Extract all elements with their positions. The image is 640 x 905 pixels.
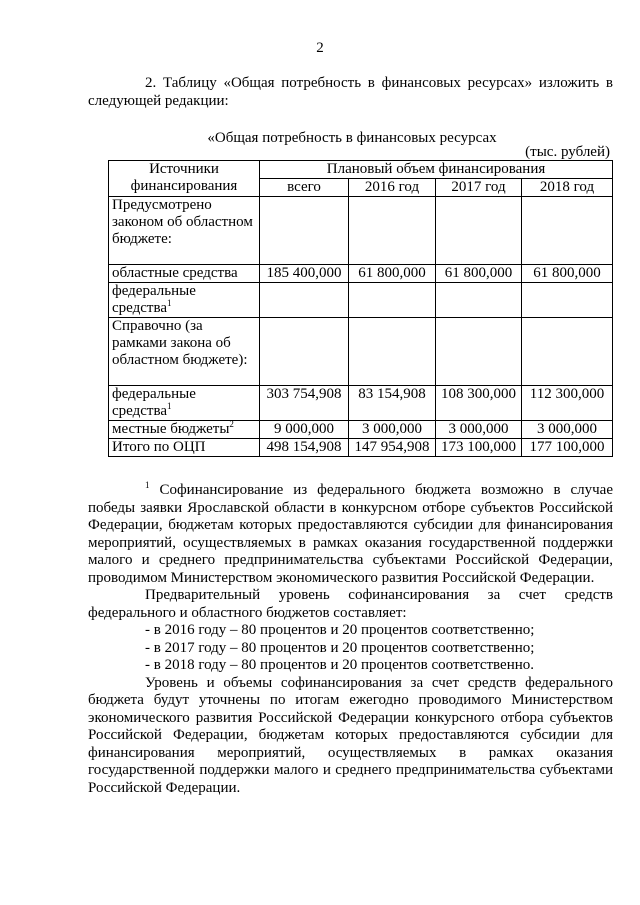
footnote-mark: 1 (145, 480, 150, 490)
value-cell (260, 197, 349, 265)
value-cell: 61 800,000 (436, 265, 522, 283)
value-cell (522, 318, 613, 386)
table-row (109, 386, 613, 421)
intro-paragraph: 2. Таблицу «Общая потребность в финансовых ресурсах» изложить в следующей редакции: (88, 75, 613, 109)
value-cell: 177 100,000 (522, 439, 613, 457)
col-2016: 2016 год (349, 179, 436, 197)
value-cell: 185 400,000 (260, 265, 349, 283)
value-cell (349, 197, 436, 265)
footnote-ref: 1 (167, 298, 172, 308)
level-2018: - в 2018 году – 80 процентов и 20 процентов соответственно. (145, 657, 535, 673)
col-total: всего (260, 179, 349, 197)
level-2016: - в 2016 году – 80 процентов и 20 процентов соответственно; (145, 622, 535, 638)
row-label: Итого по ОЦП (109, 439, 260, 457)
footnote-1-text: Софинансирование из федерального бюджета возможно в случае победы заявки Ярославской области в конкурсном отборе субъектов Российской Федерации, бюджетам которых предоставляются субсидии для финансирования мероприятий, осуществляемых в рамках оказания государственной поддержки малого и среднего предпринимательства субъектами Российской Федерации, проводимом Министерством экономического развития Российской Федерации. (88, 482, 613, 586)
footnote-1 (88, 482, 613, 587)
value-cell (522, 197, 613, 265)
value-cell: 83 154,908 (349, 386, 436, 421)
value-cell: 498 154,908 (260, 439, 349, 457)
financing-table (108, 160, 613, 457)
value-cell (436, 318, 522, 386)
final-paragraph: Уровень и объемы софинансирования за счет средств федерального бюджета будут уточнены по итогам ежегодно проводимого Министерством экономического развития Российской Федерации конкурсного отбора субъектов Российской Федерации, бюджетам которых предоставляются субсидии для финансирования мероприятий, осуществляемых в рамках оказания государственной поддержки малого и среднего предпринимательства субъектами Российской Федерации. (88, 674, 613, 796)
col-2018: 2018 год (522, 179, 613, 197)
value-cell (436, 197, 522, 265)
value-cell: 147 954,908 (349, 439, 436, 457)
prelim-paragraph: Предварительный уровень софинансирования за счет средств федерального и областного бюджетов составляет: (88, 587, 613, 621)
value-cell: 112 300,000 (522, 386, 613, 421)
value-cell (260, 283, 349, 318)
table-row (109, 265, 613, 283)
footnote-ref: 1 (167, 401, 172, 411)
footnotes (88, 482, 613, 797)
table-row (109, 318, 613, 386)
table-title: «Общая потребность в финансовых ресурсах (207, 130, 497, 146)
footnote-ref: 2 (229, 419, 234, 429)
row-label: Справочно (за рамками закона об областном бюджете): (109, 318, 260, 386)
header-plan: Плановый объем финансирования (260, 161, 613, 179)
value-cell: 3 000,000 (349, 421, 436, 439)
value-cell (436, 283, 522, 318)
value-cell: 9 000,000 (260, 421, 349, 439)
row-label: федеральные средства$^1$ (109, 386, 260, 421)
table-row (109, 439, 613, 457)
table-row (109, 197, 613, 265)
value-cell: 61 800,000 (522, 265, 613, 283)
row-label: федеральные средства$^1$ (109, 283, 260, 318)
value-cell: 3 000,000 (522, 421, 613, 439)
page-number: 2 (316, 40, 324, 56)
value-cell: 108 300,000 (436, 386, 522, 421)
row-label: Предусмотрено законом об областном бюджете: (109, 197, 260, 265)
value-cell (349, 318, 436, 386)
table-row (109, 283, 613, 318)
value-cell: 173 100,000 (436, 439, 522, 457)
value-cell: 303 754,908 (260, 386, 349, 421)
value-cell: 61 800,000 (349, 265, 436, 283)
row-label: местные бюджеты$^2$ (109, 421, 260, 439)
value-cell (522, 283, 613, 318)
table-row (109, 421, 613, 439)
header-source: Источники финансирования (109, 161, 260, 197)
level-2017: - в 2017 году – 80 процентов и 20 процентов соответственно; (145, 639, 535, 656)
value-cell (349, 283, 436, 318)
value-cell: 3 000,000 (436, 421, 522, 439)
value-cell (260, 318, 349, 386)
col-2017: 2017 год (436, 179, 522, 197)
row-label: областные средства (109, 265, 260, 283)
units-label: (тыс. рублей) (525, 144, 610, 160)
